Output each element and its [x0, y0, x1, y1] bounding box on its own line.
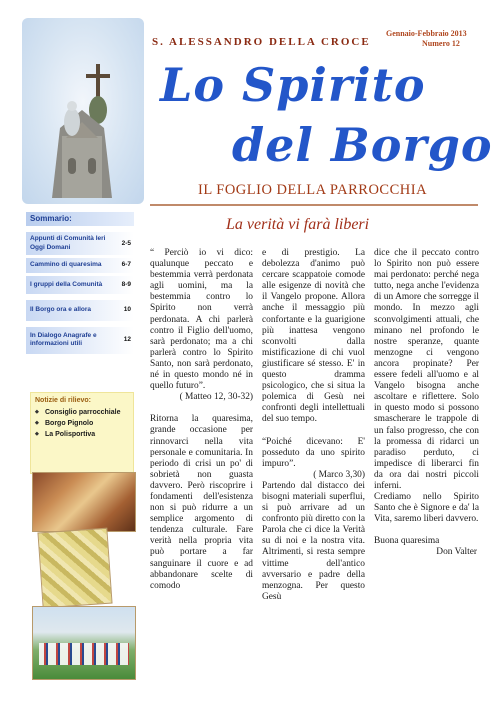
church-tower-icon [22, 18, 144, 204]
article-paragraph: Crediamo nello Spirito Santo che è Signore e da' la Vita, saremo liberi davvero. [374, 492, 479, 525]
masthead-title-line1: Lo Spirito [160, 58, 426, 112]
toc-item-page: 10 [123, 306, 131, 313]
toc-item-page: 12 [123, 335, 131, 343]
toc-item-label: Il Borgo ora e allora [30, 306, 92, 313]
subtitle-divider [150, 204, 478, 206]
scripture-reference: ( Marco 3,30) [313, 469, 365, 480]
author-signature: Don Valter [436, 547, 477, 558]
issue-info [386, 29, 467, 49]
toc-item[interactable] [26, 232, 134, 255]
highlight-item: ◆ Consiglio parrocchiale [35, 408, 129, 417]
church-logo-image [22, 18, 144, 204]
toc-item[interactable] [26, 327, 134, 354]
article-column-1 [150, 248, 253, 592]
article-paragraph: Ritorna la quaresima, grande occasione per rinnovarci nella vita personale e comunitaria. In periodo di crisi un po' di sobrietà non guasta davvero. Però riscoprire i fondamenti dell'esistenza non si può ridurre a un semplice argomento di tendenza culturale. Fare verità nella propria vita può portare a far sanguinare il cuore e ad abbandonare scelte di comodo [150, 414, 253, 591]
toc-item[interactable] [26, 276, 134, 295]
masthead-subtitle: IL FOGLIO DELLA PARROCCHIA [198, 182, 428, 198]
toc-heading: Sommario: [26, 212, 134, 226]
toc-item-page: 2-5 [121, 239, 131, 247]
closing-greeting: Buona quaresima [374, 536, 440, 547]
article-paragraph: dice che il peccato contro lo Spirito non può essere mai perdonato: perché nega tutto, nega anche l'evidenza di un Amore che sorregge il mondo. In mezzo agli sconvolgimenti attuali, che minano nel profondo le nostre speranze, quante menzogne ci vengono ancora propinate? Per essere fedeli all'uomo e al Vangelo bisogna anche ascoltare e riflettere. Solo in questo modo si possono smascherare le trappole di un falso progresso, che con la promessa di ridarci un paradiso perduto, ci impedisce di liberarci fin da ora dai nostri piccoli inferni. [374, 248, 479, 491]
issue-date: Gennaio-Febbraio 2013 [386, 29, 467, 38]
article-title: La verità vi farà liberi [226, 216, 370, 233]
highlight-item: ◆ La Polisportiva [35, 430, 129, 439]
toc-item-label: Appunti di Comunità Ieri Oggi Domani [30, 235, 106, 251]
nativity-painting-photo [32, 472, 136, 532]
sports-team-photo [32, 606, 136, 680]
borgo-map-photo [37, 528, 112, 609]
highlights-box [30, 392, 134, 474]
toc-item-page: 8-9 [121, 280, 131, 288]
issue-number: Numero 12 [422, 39, 460, 48]
article-column-3 [374, 248, 479, 559]
toc-item-label: I gruppi della Comunità [30, 280, 103, 288]
toc-item-label: In Dialogo Anagrafe e informazioni utili [30, 331, 97, 347]
article-quote: “Poiché dicevano: E' posseduto da uno spirito impuro”. [262, 436, 365, 469]
toc-item-label: Cammino di quaresima [30, 261, 102, 268]
highlights-list [35, 408, 129, 439]
team-players-graphic [39, 643, 129, 665]
article-paragraph: “ Perciò io vi dico: qualunque peccato e bestemmia verrà perdonata agli uomini, ma la bestemmia contro lo Spirito non verrà perdonata. A chi parlerà contro il Figlio dell'uomo, sarà perdonato; ma a chi parlerà contro lo Spirito Santo, non sarà perdonato, né in questo mondo né in quello futuro”. [150, 248, 253, 392]
toc-item[interactable] [26, 300, 134, 321]
highlight-item: ◆ Borgo Pignolo [35, 419, 129, 428]
scripture-reference: ( Matteo 12, 30-32) [179, 392, 253, 403]
toc-item-page: 6-7 [121, 261, 131, 268]
article-column-2 [262, 248, 365, 603]
article-paragraph: e di prestigio. La debolezza d'animo può cercare scappatoie comode alle esigenze di novità che il Vangelo propone. Allora anche il messaggio più confortante e la guarigione più inattesa vengono sconvolti dalla mistificazione di chi vuol giustificare sé stesso. E' in questo dramma psicologico, che si situa la polemica di Gesù nei confronti degli intellettuali del suo tempo. [262, 248, 365, 425]
parish-name: S. ALESSANDRO DELLA CROCE [152, 36, 371, 48]
table-of-contents [26, 212, 134, 354]
highlights-heading: Notizie di rilievo: [35, 397, 92, 404]
article-paragraph: Partendo dal distacco dei bisogni materiali superflui, si può arrivare ad un confronto più diretto con la Parola che ci dice la Verità su di noi e la nostra vita. Altrimenti, si resta sempre vittime dell'antico avversario e padre della menzogna. Per questo Gesù [262, 480, 365, 602]
toc-item[interactable] [26, 258, 134, 273]
masthead-title-line2: del Borgo [232, 118, 493, 172]
